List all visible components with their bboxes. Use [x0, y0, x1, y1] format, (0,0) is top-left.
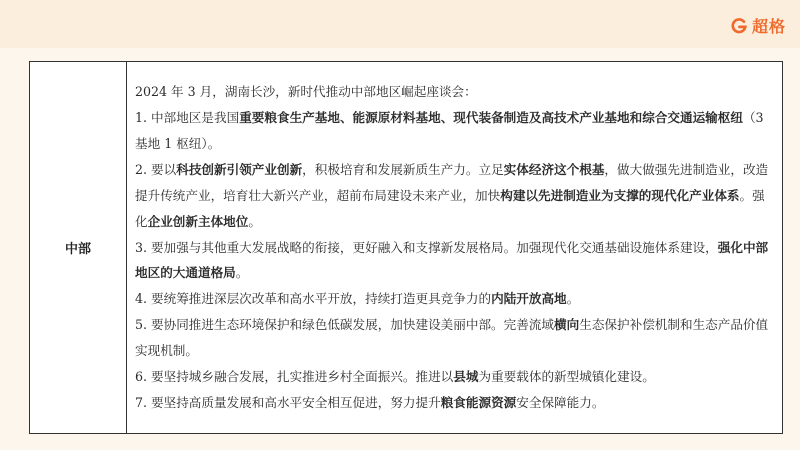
- emphasis-text: 重要粮食生产基地、能源原材料基地、现代装备制造及高技术产业基地和综合交通运输枢纽: [239, 110, 743, 126]
- header-bar: [0, 0, 800, 48]
- body-text: 。强化: [135, 187, 765, 229]
- emphasis-text: 粮食能源资源: [440, 394, 517, 410]
- body-text: 。: [248, 213, 261, 229]
- emphasis-text: 构建以先进制造业为支撑的现代化产业体系: [500, 187, 740, 203]
- body-text: 生态保护补偿机制和生态产品价值实现机制。: [135, 317, 769, 359]
- info-table: [29, 61, 783, 434]
- policy-list: [135, 105, 774, 416]
- emphasis-text: 实体经济这个根基: [503, 161, 605, 177]
- body-text: 6. 要坚持城乡融合发展，扎实推进乡村全面振兴。推进以: [135, 369, 454, 385]
- body-text: 安全保障能力。: [516, 394, 605, 410]
- body-text: 。: [235, 265, 249, 281]
- policy-item: [135, 312, 774, 364]
- body-text: 5. 要协同推进生态环境保护和绿色低碳发展，加快建设美丽中部。完善流域: [135, 317, 555, 333]
- emphasis-text: 企业创新主体地位: [147, 213, 249, 229]
- policy-item: [135, 105, 774, 157]
- brand-logo: [730, 14, 786, 37]
- policy-item: [135, 286, 774, 312]
- brand-g-icon: [730, 17, 748, 35]
- policy-item: [135, 235, 774, 287]
- emphasis-text: 县城: [453, 369, 479, 385]
- policy-item: [135, 157, 774, 235]
- brand-name: 超格: [751, 17, 786, 36]
- emphasis-text: 内陆开放高地: [491, 291, 567, 307]
- emphasis-text: 科技创新引领产业创新: [176, 161, 303, 177]
- body-text: 4. 要统筹推进深层次改革和高水平开放，持续打造更具竞争力的: [135, 291, 492, 307]
- body-text: 7. 要坚持高质量发展和高水平安全相互促进，努力提升: [135, 394, 441, 410]
- content-cell: [127, 62, 783, 434]
- body-text: 3. 要加强与其他重大发展战略的衔接，更好融入和支撑新发展格局。加强现代化交通基础设施体系建设，: [135, 239, 718, 255]
- body-text: ，积极培育和发展新质生产力。立足: [302, 161, 504, 177]
- body-text: 。: [566, 291, 580, 307]
- policy-item: [135, 364, 774, 390]
- body-text: ，做大做强先进制造业，改造提升传统产业，培育壮大新兴产业，超前布局建设未来产业，加快: [135, 161, 769, 203]
- body-text: （3 基地 1 枢纽）。: [135, 110, 764, 151]
- region-cell: 中部: [30, 62, 127, 434]
- emphasis-text: 强化中部地区的大通道格局: [135, 239, 769, 281]
- emphasis-text: 横向: [554, 317, 580, 333]
- body-text: 2. 要以: [135, 161, 177, 177]
- policy-item: [135, 390, 774, 416]
- body-text: 1. 中部地区是我国: [135, 110, 240, 126]
- body-text: 为重要载体的新型城镇化建设。: [478, 369, 655, 385]
- intro-text: 2024 年 3 月，湖南长沙，新时代推动中部地区崛起座谈会：: [135, 84, 477, 100]
